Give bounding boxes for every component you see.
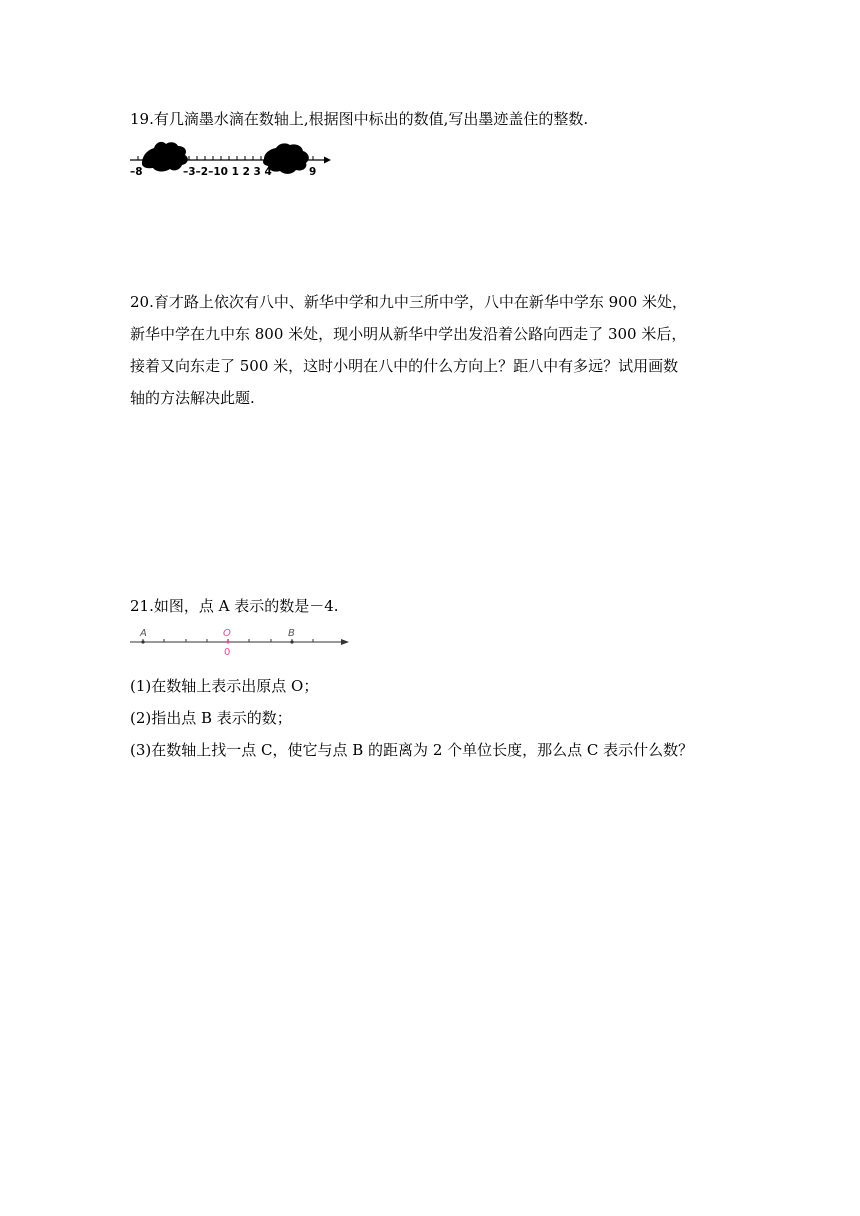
label-o: O [223,628,231,639]
number-line-abo-figure [128,624,352,658]
label-middle-run: –3–2–10 1 2 3 4 [183,166,272,178]
point-b-dot [290,640,293,643]
label-9: 9 [309,166,317,178]
question-21-part-1: (1)在数轴上表示出原点 O； [130,677,319,695]
point-a-dot [141,640,144,643]
question-20-line-1: 20.育才路上依次有八中、新华中学和九中三所中学，八中在新华中学东 900 米处， [130,293,688,311]
axis-arrow [324,157,331,164]
ink-blot-left [142,142,188,172]
label-zero: 0 [224,647,231,658]
label-minus-8: –8 [130,166,143,178]
question-21-part-3: (3)在数轴上找一点 C，使它与点 B 的距离为 2 个单位长度，那么点 C 表示什么数？ [130,741,694,759]
question-20-line-4: 轴的方法解决此题. [130,389,255,407]
axis-arrow [341,639,349,645]
question-21-intro: 21.如图，点 A 表示的数是－4. [130,597,339,615]
label-a: A [140,628,147,639]
question-21-parts [130,670,693,766]
question-20-line-2: 新华中学在九中东 800 米处，现小明从新华中学出发沿着公路向西走了 300 米后， [130,325,687,343]
question-21 [130,590,339,622]
question-19-text: 19.有几滴墨水滴在数轴上,根据图中标出的数值,写出墨迹盖住的整数. [130,110,589,128]
question-21-part-2: (2)指出点 B 表示的数； [130,709,292,727]
point-o-dot [226,640,229,643]
label-b: B [288,628,295,639]
question-20 [130,286,760,414]
number-line-ink-figure [128,136,338,180]
question-20-line-3: 接着又向东走了 500 米，这时小明在八中的什么方向上？距八中有多远？试用画数 [130,357,679,375]
question-19 [130,103,588,135]
